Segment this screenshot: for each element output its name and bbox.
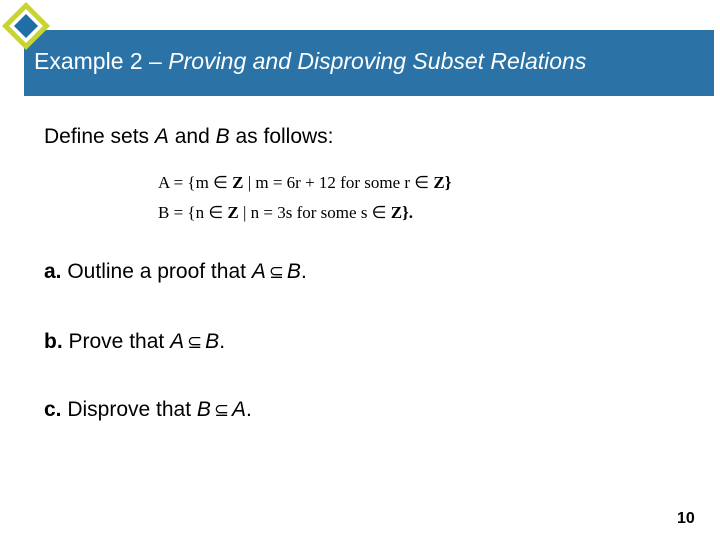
question-c xyxy=(44,398,252,422)
subset-symbol: ⊆ xyxy=(187,332,203,353)
math-part: | n = 3s for some s ∈ xyxy=(238,203,391,222)
math-part: A = {m ∈ xyxy=(158,173,233,192)
set-name: A xyxy=(170,330,185,353)
question-label: b. xyxy=(44,330,63,353)
intro-text xyxy=(44,125,334,149)
question-text: . xyxy=(246,398,252,421)
intro-part: and xyxy=(168,125,216,148)
set-a-name: A xyxy=(154,125,169,148)
slide-title xyxy=(34,48,586,75)
subset-symbol: ⊆ xyxy=(268,262,284,283)
question-text: Disprove that xyxy=(61,398,197,421)
subset-symbol: ⊆ xyxy=(213,400,230,421)
set-name: B xyxy=(286,260,301,283)
integers-symbol: Z xyxy=(227,203,239,222)
question-a xyxy=(44,260,307,284)
set-name: A xyxy=(251,260,266,283)
math-part: B = {n ∈ xyxy=(158,203,228,222)
question-label: a. xyxy=(44,260,62,283)
set-name: B xyxy=(196,398,211,421)
question-label: c. xyxy=(44,398,62,421)
question-text: . xyxy=(300,260,307,283)
question-text: . xyxy=(219,330,226,353)
title-prefix: Example 2 – xyxy=(34,48,169,74)
integers-symbol: Z xyxy=(390,203,403,222)
math-part: } xyxy=(444,173,452,192)
math-part: }. xyxy=(402,203,414,222)
set-name: A xyxy=(232,398,247,421)
set-b-definition xyxy=(158,203,413,223)
integers-symbol: Z xyxy=(232,173,244,192)
question-text: Prove that xyxy=(62,330,171,353)
set-b-name: B xyxy=(215,125,230,148)
integers-symbol: Z xyxy=(433,173,445,192)
intro-part: Define sets xyxy=(44,125,155,148)
math-part: | m = 6r + 12 for some r ∈ xyxy=(243,173,434,192)
question-text: Outline a proof that xyxy=(61,260,252,283)
diamond-logo-icon xyxy=(0,0,52,52)
title-italic: Proving and Disproving Subset Relations xyxy=(168,48,587,74)
question-b xyxy=(44,330,225,354)
set-name: B xyxy=(205,330,220,353)
page-number: 10 xyxy=(677,510,695,527)
set-a-definition xyxy=(158,173,451,193)
intro-part: as follows: xyxy=(229,125,334,148)
